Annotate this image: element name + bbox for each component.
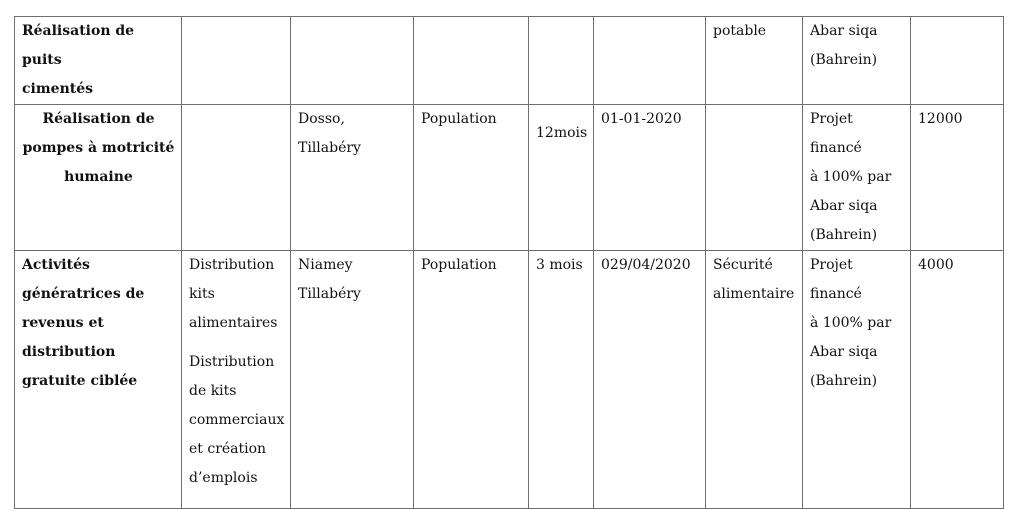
duree-cell: 3 mois <box>529 251 594 509</box>
financement-cell: Abar siqa (Bahrein) <box>803 17 911 105</box>
composante-cell: Distribution kits alimentaires Distribution de kits commerciaux et création d’emplois <box>182 251 291 509</box>
activity-cell: Réalisation de puits cimentés <box>15 17 182 105</box>
zone-cell: Niamey Tillabéry <box>291 251 414 509</box>
activity-cell: Réalisation de pompes à motricité humaine <box>15 105 182 251</box>
date-cell: 01-01-2020 <box>594 105 706 251</box>
table-row <box>15 251 1004 509</box>
financement-cell: Projet financé à 100% par Abar siqa (Bahrein) <box>803 105 911 251</box>
beneficiaires-cell: Population <box>414 251 529 509</box>
objectif-cell: potable <box>706 17 803 105</box>
montant-cell: 12000 <box>911 105 1004 251</box>
activities-table <box>14 16 1004 509</box>
montant-cell: 4000 <box>911 251 1004 509</box>
zone-cell <box>291 17 414 105</box>
duree-cell: 12mois <box>529 105 594 251</box>
beneficiaires-cell: Population <box>414 105 529 251</box>
table-row <box>15 17 1004 105</box>
composante-cell <box>182 17 291 105</box>
objectif-cell <box>706 105 803 251</box>
montant-cell <box>911 17 1004 105</box>
date-cell: 029/04/2020 <box>594 251 706 509</box>
financement-cell: Projet financé à 100% par Abar siqa (Bahrein) <box>803 251 911 509</box>
date-cell <box>594 17 706 105</box>
beneficiaires-cell <box>414 17 529 105</box>
table-row <box>15 105 1004 251</box>
objectif-cell: Sécurité alimentaire <box>706 251 803 509</box>
composante-cell <box>182 105 291 251</box>
activity-cell: Activités génératrices de revenus et distribution gratuite ciblée <box>15 251 182 509</box>
duree-cell <box>529 17 594 105</box>
zone-cell: Dosso, Tillabéry <box>291 105 414 251</box>
